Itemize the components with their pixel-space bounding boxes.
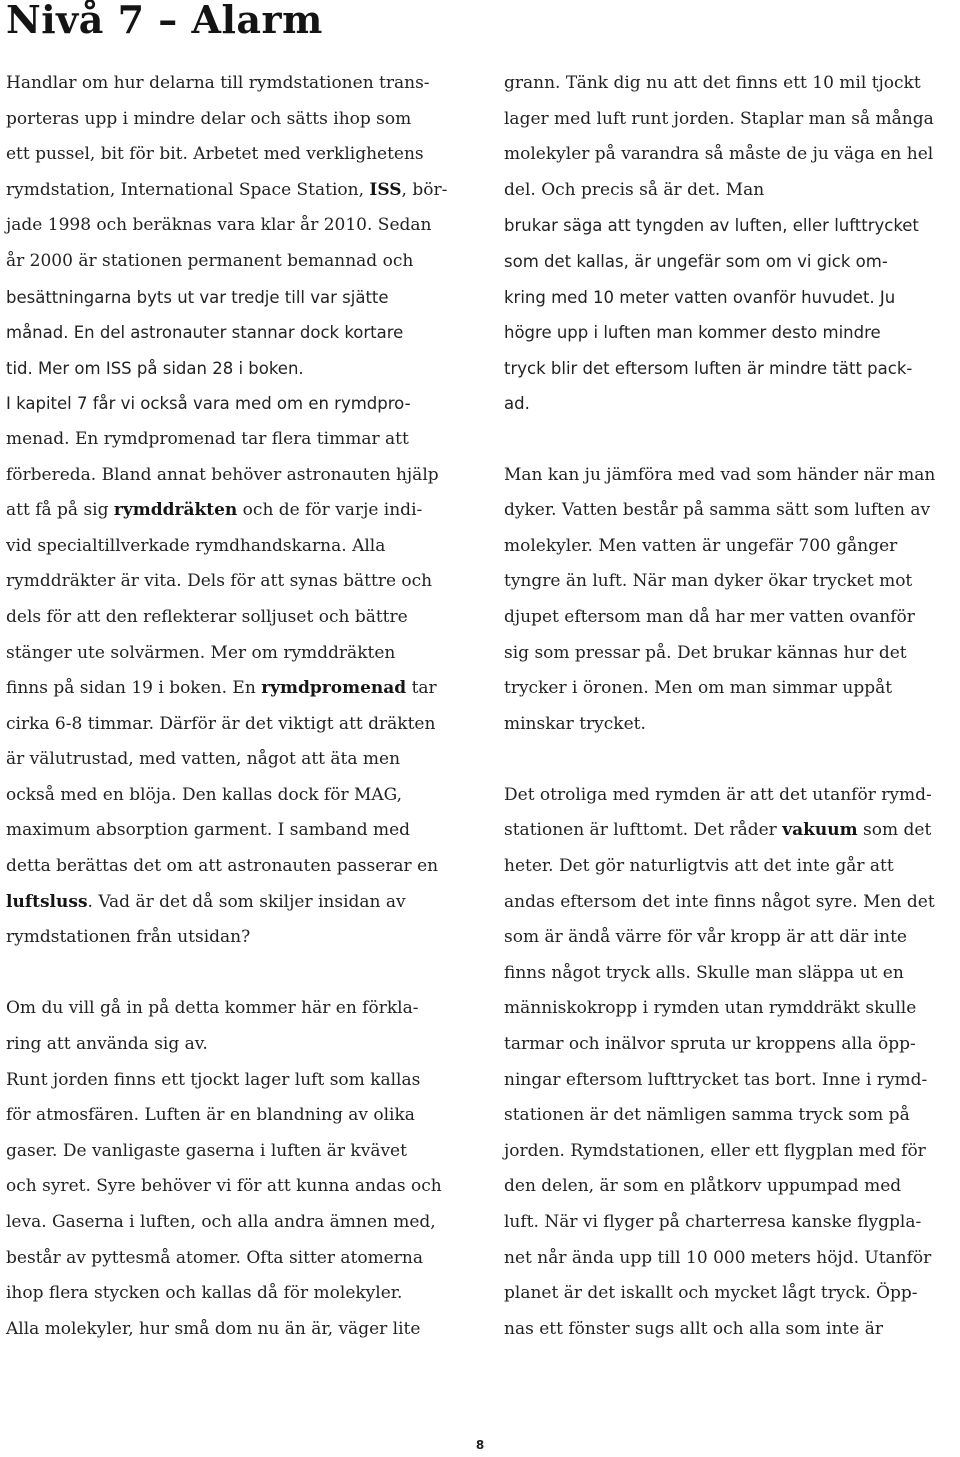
- text-segment: leva. Gaserna i luften, och alla andra ämnen med,: [6, 1212, 436, 1232]
- text-line: [6, 351, 476, 387]
- text-segment: rymdstation, International Space Station,: [6, 179, 370, 200]
- text-line: [6, 1063, 476, 1099]
- text-segment: kring med 10 meter vatten ovanför huvudet. Ju: [504, 287, 896, 307]
- text-line: [504, 991, 960, 1027]
- text-line: [504, 458, 960, 494]
- text-segment: luft. När vi flyger på charterresa kanske flygpla-: [504, 1212, 922, 1232]
- bold-term: ISS: [369, 179, 402, 200]
- text-line: [6, 707, 476, 743]
- text-line: [6, 742, 476, 778]
- text-line: [6, 564, 476, 600]
- text-segment: detta berättas det om att astronauten passerar en: [6, 856, 439, 877]
- text-segment: andas eftersom det inte finns något syre. Men det: [504, 891, 935, 912]
- text-segment: minskar trycket.: [504, 713, 646, 734]
- text-line: [504, 66, 960, 102]
- text-line: [6, 137, 476, 173]
- text-line: [6, 1169, 476, 1205]
- text-segment: cirka 6-8 timmar. Därför är det viktigt att dräkten: [6, 713, 436, 734]
- text-segment: dyker. Vatten består på samma sätt som luften av: [504, 500, 931, 521]
- text-line: [504, 1169, 960, 1205]
- text-segment: jade 1998 och beräknas vara klar år 2010. Sedan: [6, 215, 432, 236]
- text-segment: som det kallas, är ungefär som om vi gick om-: [504, 251, 888, 271]
- text-segment: heter. Det gör naturligtvis att det inte går att: [504, 856, 894, 877]
- text-line: [504, 137, 960, 173]
- text-segment: tryck blir det eftersom luften är mindre tätt pack-: [504, 358, 913, 378]
- text-segment: rymdstationen från utsidan?: [6, 927, 251, 948]
- text-segment: dels för att den reflekterar solljuset och bättre: [6, 606, 408, 627]
- text-line: [6, 1205, 476, 1241]
- text-line: [504, 920, 960, 956]
- text-line: [6, 458, 476, 494]
- text-segment: finns något tryck alls. Skulle man släppa ut en: [504, 962, 904, 983]
- text-line: [6, 1276, 476, 1312]
- text-line: [504, 707, 960, 743]
- text-segment: Om du vill gå in på detta kommer här en förkla-: [6, 998, 419, 1019]
- text-segment: molekyler. Men vatten är ungefär 700 gånger: [504, 535, 898, 556]
- bold-term: rymddräkten: [113, 500, 238, 521]
- text-segment: ihop flera stycken och kallas då för molekyler.: [6, 1283, 403, 1304]
- text-line: [6, 671, 476, 707]
- text-segment: rymddräkter är vita. Dels för att synas bättre och: [6, 571, 433, 592]
- text-line: [504, 956, 960, 992]
- text-segment: Man kan ju jämföra med vad som händer när man: [504, 464, 936, 485]
- text-segment: trycker i öronen. Men om man simmar uppåt: [504, 678, 893, 699]
- text-line: [504, 1098, 960, 1134]
- paragraph-gap: [504, 742, 960, 778]
- text-line: [6, 244, 476, 280]
- text-segment: sig som pressar på. Det brukar kännas hur det: [504, 642, 907, 663]
- text-line: [6, 422, 476, 458]
- text-line: [504, 1205, 960, 1241]
- text-segment: nas ett fönster sugs allt och alla som inte är: [504, 1318, 883, 1339]
- bold-term: luftsluss: [6, 891, 88, 912]
- text-segment: besättningarna byts ut var tredje till var sjätte: [6, 287, 389, 307]
- text-segment: maximum absorption garment. I samband med: [6, 820, 411, 841]
- text-line: [504, 1027, 960, 1063]
- text-line: [6, 173, 476, 209]
- text-line: [6, 920, 476, 956]
- text-segment: planet är det iskallt och mycket lågt tryck. Öpp-: [504, 1283, 918, 1304]
- left-text-column: [6, 66, 476, 1347]
- text-segment: stationen är det nämligen samma tryck som på: [504, 1105, 910, 1126]
- text-line: [504, 1134, 960, 1170]
- text-segment: finns på sidan 19 i boken. En: [6, 678, 262, 699]
- text-line: [6, 1098, 476, 1134]
- text-segment: ningar eftersom lufttrycket tas bort. Inne i rymd-: [504, 1069, 928, 1090]
- text-segment: att få på sig: [6, 500, 114, 521]
- text-segment: porteras upp i mindre delar och sätts ihop som: [6, 108, 412, 129]
- paragraph-gap: [6, 956, 476, 992]
- text-segment: tar: [406, 678, 437, 699]
- text-segment: förbereda. Bland annat behöver astronauten hjälp: [6, 464, 439, 485]
- text-line: [6, 1241, 476, 1277]
- bold-term: vakuum: [782, 820, 858, 841]
- text-segment: år 2000 är stationen permanent bemannad och: [6, 250, 414, 271]
- text-line: [6, 529, 476, 565]
- text-line: [504, 1063, 960, 1099]
- text-segment: högre upp i luften man kommer desto mindre: [504, 323, 881, 343]
- text-line: [504, 885, 960, 921]
- bold-term: rymdpromenad: [261, 678, 407, 699]
- text-segment: djupet eftersom man då har mer vatten ovanför: [504, 606, 915, 627]
- text-segment: grann. Tänk dig nu att det finns ett 10 mil tjockt: [504, 73, 921, 93]
- text-line: [504, 244, 960, 280]
- right-text-column: [504, 66, 960, 1347]
- text-segment: tarmar och inälvor spruta ur kroppens alla öpp-: [504, 1034, 916, 1055]
- text-line: [6, 1134, 476, 1170]
- text-segment: som det: [857, 820, 932, 841]
- text-line: [6, 386, 476, 422]
- text-line: [6, 493, 476, 529]
- text-line: [6, 66, 476, 102]
- text-segment: och syret. Syre behöver vi för att kunna andas och: [6, 1176, 442, 1197]
- text-line: [6, 885, 476, 921]
- text-line: [6, 102, 476, 138]
- text-line: [504, 849, 960, 885]
- text-segment: ett pussel, bit för bit. Arbetet med verklighetens: [6, 144, 424, 165]
- text-line: [6, 1027, 476, 1063]
- text-line: [504, 315, 960, 351]
- text-line: [504, 102, 960, 138]
- text-line: [6, 778, 476, 814]
- text-line: [504, 386, 960, 422]
- page-number: 8: [475, 1438, 485, 1452]
- text-line: [504, 1276, 960, 1312]
- text-segment: molekyler på varandra så måste de ju väga en hel: [504, 144, 934, 165]
- text-segment: , bör-: [401, 179, 448, 200]
- text-segment: är välutrustad, med vatten, något att äta men: [6, 749, 401, 770]
- text-line: [504, 564, 960, 600]
- text-segment: den delen, är som en plåtkorv uppumpad med: [504, 1176, 902, 1197]
- page-title: Nivå 7 – Alarm: [6, 0, 323, 42]
- text-segment: lager med luft runt jorden. Staplar man så många: [504, 108, 934, 129]
- text-segment: jorden. Rymdstationen, eller ett flygplan med för: [504, 1140, 926, 1161]
- text-line: [504, 1241, 960, 1277]
- text-segment: ad.: [504, 394, 530, 414]
- text-line: [504, 778, 960, 814]
- text-segment: Runt jorden finns ett tjockt lager luft som kallas: [6, 1069, 421, 1090]
- text-segment: brukar säga att tyngden av luften, eller lufttrycket: [504, 216, 919, 236]
- text-line: [6, 600, 476, 636]
- text-segment: för atmosfären. Luften är en blandning av olika: [6, 1105, 415, 1126]
- text-segment: består av pyttesmå atomer. Ofta sitter atomerna: [6, 1247, 423, 1268]
- text-line: [6, 280, 476, 316]
- text-segment: net når ända upp till 10 000 meters höjd. Utanför: [504, 1247, 932, 1268]
- text-line: [504, 600, 960, 636]
- text-line: [6, 1312, 476, 1348]
- text-segment: Det otroliga med rymden är att det utanför rymd-: [504, 784, 932, 805]
- text-segment: vid specialtillverkade rymdhandskarna. Alla: [6, 535, 386, 556]
- text-segment: stationen är lufttomt. Det råder: [504, 820, 783, 841]
- text-line: [504, 351, 960, 387]
- text-segment: människokropp i rymden utan rymddräkt skulle: [504, 998, 917, 1019]
- text-line: [6, 813, 476, 849]
- text-segment: del. Och precis så är det. Man: [504, 179, 765, 200]
- text-line: [6, 208, 476, 244]
- text-segment: tyngre än luft. När man dyker ökar trycket mot: [504, 571, 913, 592]
- text-line: [504, 493, 960, 529]
- text-line: [6, 849, 476, 885]
- text-segment: också med en blöja. Den kallas dock för MAG,: [6, 784, 403, 805]
- text-segment: menad. En rymdpromenad tar flera timmar att: [6, 428, 409, 449]
- text-segment: som är ändå värre för vår kropp är att där inte: [504, 927, 907, 948]
- text-line: [504, 813, 960, 849]
- text-line: [504, 173, 960, 209]
- text-line: [504, 529, 960, 565]
- text-line: [6, 991, 476, 1027]
- text-line: [504, 1312, 960, 1348]
- text-segment: Alla molekyler, hur små dom nu än är, väger lite: [6, 1318, 421, 1339]
- text-segment: . Vad är det då som skiljer insidan av: [87, 891, 406, 912]
- text-line: [504, 636, 960, 672]
- text-segment: I kapitel 7 får vi också vara med om en rymdpro-: [6, 394, 411, 414]
- text-segment: stänger ute solvärmen. Mer om rymddräkten: [6, 642, 396, 663]
- paragraph-gap: [504, 422, 960, 458]
- text-line: [504, 671, 960, 707]
- text-segment: gaser. De vanligaste gaserna i luften är kvävet: [6, 1140, 407, 1161]
- text-segment: och de för varje indi-: [237, 500, 423, 521]
- text-segment: Handlar om hur delarna till rymdstationen trans-: [6, 73, 430, 93]
- text-line: [6, 315, 476, 351]
- text-segment: tid. Mer om ISS på sidan 28 i boken.: [6, 358, 304, 378]
- text-segment: månad. En del astronauter stannar dock kortare: [6, 323, 404, 343]
- text-line: [504, 280, 960, 316]
- text-segment: ring att använda sig av.: [6, 1034, 208, 1055]
- text-line: [504, 208, 960, 244]
- text-line: [6, 636, 476, 672]
